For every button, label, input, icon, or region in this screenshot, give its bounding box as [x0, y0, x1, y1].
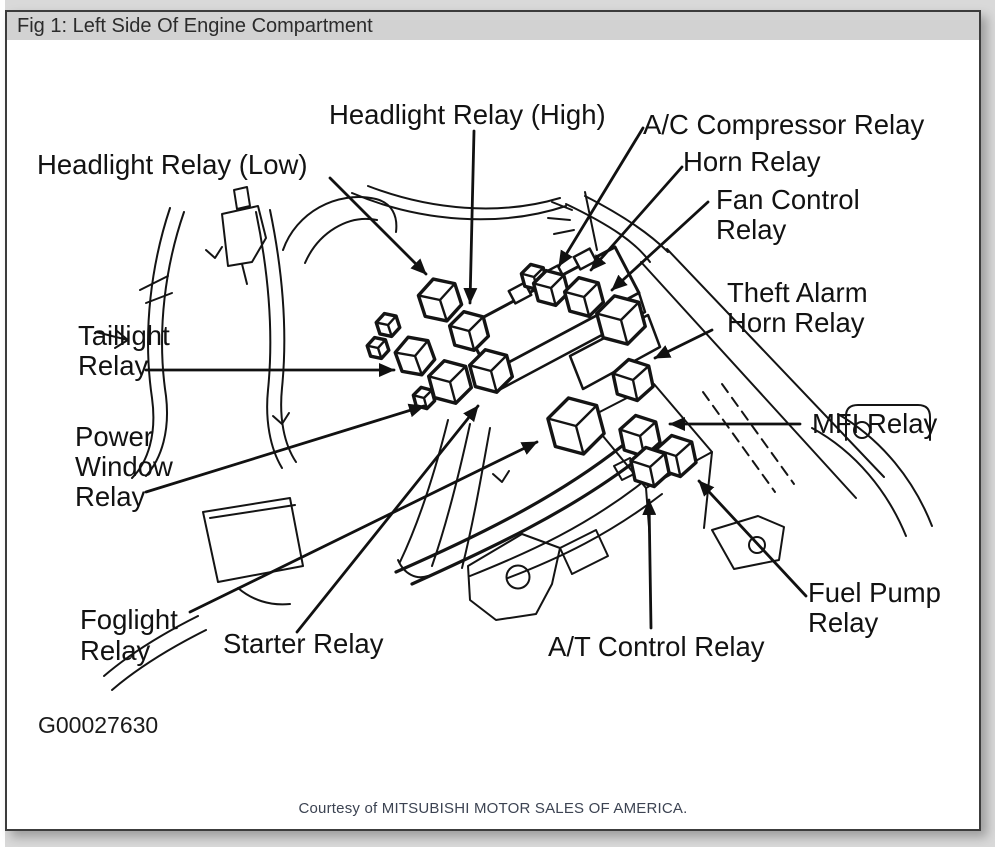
leader-ac-compressor [559, 128, 643, 266]
label-fan-control-relay-1: Fan Control [716, 184, 860, 215]
label-at-control-relay: A/T Control Relay [548, 631, 765, 662]
label-starter-relay: Starter Relay [223, 628, 384, 659]
leader-headlight-high [470, 131, 474, 303]
leader-theft-alarm [655, 330, 712, 358]
courtesy-credit: Courtesy of MITSUBISHI MOTOR SALES OF AMERICA. [298, 800, 688, 817]
label-foglight-relay-1: Foglight [80, 604, 178, 635]
relay-cube-foglight-target [544, 391, 608, 460]
figure-title: Fig 1: Left Side Of Engine Compartment [17, 15, 373, 37]
label-power-window-relay-1: Power [75, 421, 153, 452]
label-power-window-relay-2: Window [75, 451, 173, 482]
label-power-window-relay-3: Relay [75, 481, 146, 512]
connector-sketch [222, 206, 266, 266]
label-theft-alarm-horn-relay-1: Theft Alarm [727, 277, 868, 308]
label-taillight-relay-1: Taillight [78, 320, 170, 351]
leader-fuel-pump [699, 481, 806, 596]
label-ac-compressor-relay: A/C Compressor Relay [643, 109, 925, 140]
leader-foglight [190, 442, 537, 612]
label-theft-alarm-horn-relay-2: Horn Relay [727, 307, 865, 338]
leader-at-control [649, 500, 651, 628]
label-headlight-relay-low: Headlight Relay (Low) [37, 149, 308, 180]
label-foglight-relay-2: Relay [80, 635, 151, 666]
leader-headlight-low [330, 178, 426, 274]
label-fuel-pump-relay-2: Relay [808, 607, 879, 638]
figure-code: G00027630 [38, 712, 159, 738]
relay-cube-small [374, 310, 401, 339]
engine-compartment-sketch [96, 186, 932, 690]
label-fuel-pump-relay-1: Fuel Pump [808, 577, 941, 608]
label-mfi-relay: MFI Relay [812, 408, 938, 439]
relay-cube-small [365, 335, 390, 362]
label-fan-control-relay-2: Relay [716, 214, 787, 245]
label-taillight-relay-2: Relay [78, 350, 149, 381]
label-headlight-relay-high: Headlight Relay (High) [329, 99, 606, 130]
label-horn-relay: Horn Relay [683, 146, 821, 177]
leader-starter [297, 406, 478, 632]
leader-horn [591, 167, 682, 270]
